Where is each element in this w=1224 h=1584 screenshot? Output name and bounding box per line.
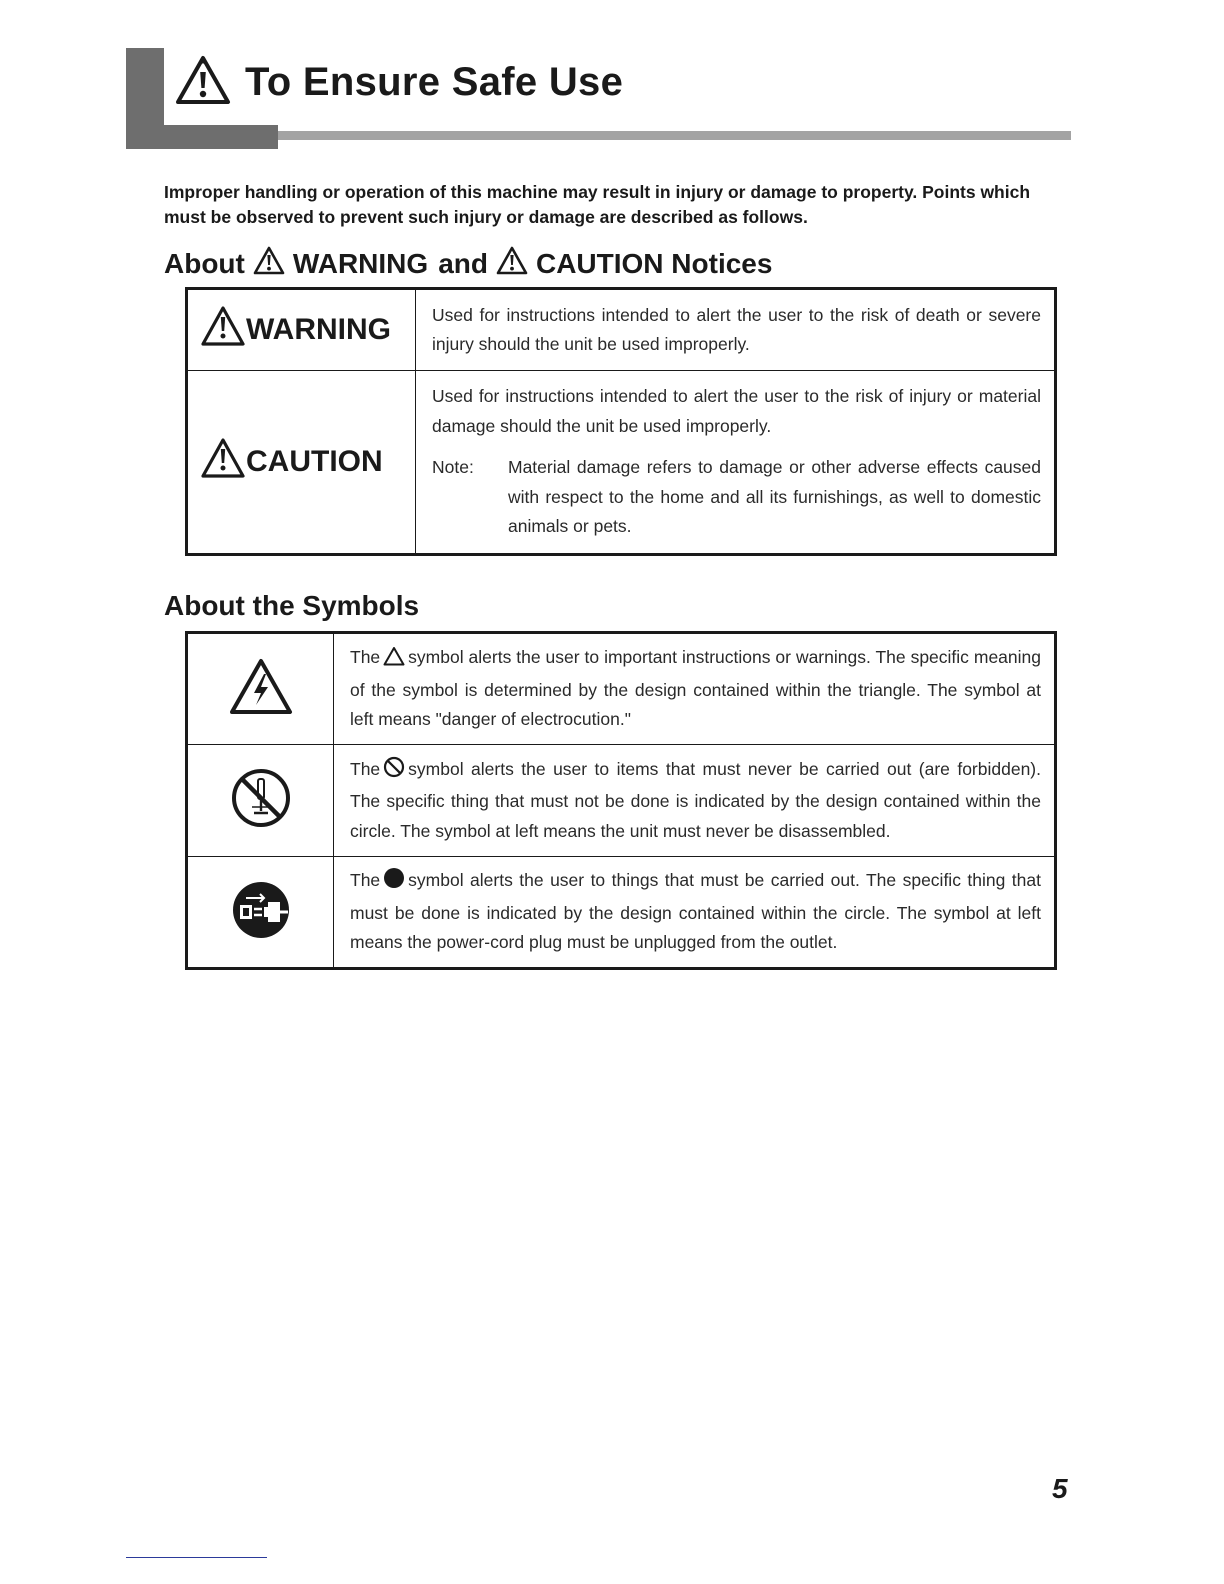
page-number: 5 (1052, 1473, 1068, 1504)
page-title: To Ensure Safe Use (245, 59, 624, 104)
electrocution-warning-icon (228, 704, 294, 721)
symbol-cell (187, 857, 334, 969)
symbol-description (334, 633, 1056, 745)
symbol-text-pre: The (350, 870, 381, 891)
warning-triangle-icon (200, 437, 246, 487)
heading-caution-text: CAUTION Notices (535, 248, 773, 279)
unplug-power-cord-icon (230, 928, 292, 945)
header-bar-foot (126, 125, 278, 149)
filled-circle-icon (383, 867, 405, 899)
notices-table (185, 287, 1057, 556)
symbol-text-post: symbol alerts the user to important instructions or warnings. The specific meaning of the symbol is determined by the design contained within the triangle. The symbol at left means "danger of electrocution." (350, 647, 1041, 730)
note (432, 453, 1041, 542)
symbols-table (185, 631, 1057, 970)
symbol-cell (187, 633, 334, 745)
symbol-text-pre: The (350, 647, 381, 668)
no-disassembly-icon (230, 816, 292, 833)
symbol-row (187, 633, 1056, 745)
heading-warning-text: WARNING (292, 248, 429, 279)
warning-triangle-icon (200, 305, 246, 355)
symbols-heading: About the Symbols (164, 590, 420, 621)
note-text: Material damage refers to damage or other adverse effects caused with respect to the home and all its furnishings, as well to domestic animals or pets. (508, 457, 1041, 537)
symbol-text-post: symbol alerts the user to items that must never be carried out (are forbidden). The specific thing that must not be done is indicated by the design contained within the circle. The symbol at left means the unit must never be disassembled. (350, 758, 1041, 841)
symbol-row (187, 857, 1056, 969)
header-rule (278, 131, 1071, 140)
heading-about-text: About (164, 248, 245, 279)
notice-description: Used for instructions intended to alert the user to the risk of injury or material damage should the unit be used improperly. (432, 386, 1041, 436)
warning-triangle-icon (496, 246, 528, 282)
symbol-text-pre: The (350, 758, 381, 779)
symbol-row (187, 745, 1056, 857)
symbol-description (334, 745, 1056, 857)
notice-label-cell (187, 289, 416, 371)
notice-label: CAUTION (246, 445, 383, 478)
symbol-cell (187, 745, 334, 857)
notices-heading (164, 246, 772, 282)
symbol-description (334, 857, 1056, 969)
page-header (175, 52, 623, 112)
note-label: Note: (432, 457, 474, 478)
triangle-outline-icon (383, 646, 405, 676)
prohibition-circle-icon (383, 756, 405, 788)
notice-description-cell (416, 371, 1056, 555)
notice-label-cell (187, 371, 416, 555)
footnote-rule (126, 1557, 267, 1558)
symbol-text-post: symbol alerts the user to things that must be carried out. The specific thing that must be done is indicated by the design contained within the circle. The symbol at left means the power-cord plug must be unplugged from the outlet. (350, 870, 1041, 953)
notice-description: Used for instructions intended to alert the user to the risk of death or severe injury should the unit be used improperly. (416, 289, 1056, 371)
notice-row-caution (187, 371, 1056, 555)
warning-triangle-icon (253, 246, 285, 282)
notice-row-warning (187, 289, 1056, 371)
intro-text: Improper handling or operation of this machine may result in injury or damage to property. Points which must be observed to prevent such injury or damage are described as follows. (164, 182, 1031, 227)
notice-label: WARNING (246, 313, 391, 346)
heading-and-text: and (438, 248, 488, 279)
warning-triangle-icon (175, 55, 231, 110)
